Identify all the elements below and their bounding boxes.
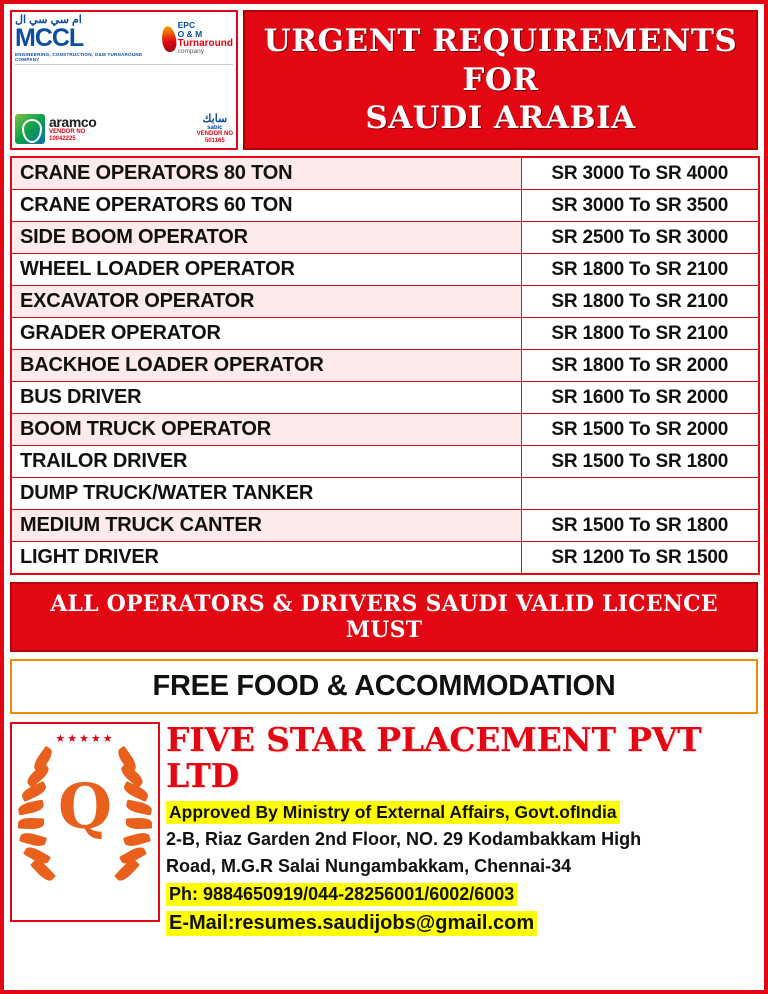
monogram-icon: Q	[57, 770, 112, 843]
food-banner: FREE FOOD & ACCOMMODATION	[10, 659, 758, 714]
table-row	[11, 254, 759, 286]
job-salary: SR 1800 To SR 2000	[521, 350, 759, 382]
table-row	[11, 222, 759, 254]
address-line-2: Road, M.G.R Salai Nungambakkam, Chennai-34	[166, 856, 572, 877]
job-title: CRANE OPERATORS 60 TON	[11, 190, 521, 222]
sabic-vendor-label: VENDOR NO	[196, 131, 233, 138]
sabic-wordmark: sabic	[207, 124, 223, 131]
table-row	[11, 510, 759, 542]
job-salary: SR 1500 To SR 1800	[521, 446, 759, 478]
agency-name: FIVE STAR PLACEMENT PVT LTD	[166, 720, 702, 796]
job-title: EXCAVATOR OPERATOR	[11, 286, 521, 318]
main-title	[243, 10, 758, 150]
job-title: BOOM TRUCK OPERATOR	[11, 414, 521, 446]
aramco-vendor-number: 10042225	[49, 136, 76, 143]
job-salary: SR 1600 To SR 2000	[521, 382, 759, 414]
table-row	[11, 318, 759, 350]
aramco-logo	[15, 114, 193, 144]
phone-number[interactable]: Ph: 9884650919/044-28256001/6002/6003	[166, 883, 517, 906]
vendor-logos	[15, 113, 233, 145]
epc-line3: Turnaround	[177, 37, 233, 49]
table-row	[11, 542, 759, 575]
job-title: WHEEL LOADER OPERATOR	[11, 254, 521, 286]
job-title: TRAILOR DRIVER	[11, 446, 521, 478]
epc-line1: EPC	[177, 19, 196, 30]
mccl-logo-top	[15, 15, 233, 65]
email-address[interactable]: E-Mail:resumes.saudijobs@gmail.com	[166, 911, 537, 936]
job-salary: SR 1800 To SR 2100	[521, 254, 759, 286]
mccl-wordmark-text: MCCL	[15, 24, 84, 52]
table-row	[11, 382, 759, 414]
table-row	[11, 286, 759, 318]
job-title: SIDE BOOM OPERATOR	[11, 222, 521, 254]
epc-logo	[162, 21, 233, 56]
job-salary: SR 3000 To SR 3500	[521, 190, 759, 222]
job-salary: SR 1800 To SR 2100	[521, 286, 759, 318]
job-title: BACKHOE LOADER OPERATOR	[11, 350, 521, 382]
five-star-logo	[10, 722, 160, 922]
job-title: MEDIUM TRUCK CANTER	[11, 510, 521, 542]
table-row	[11, 190, 759, 222]
job-title: LIGHT DRIVER	[11, 542, 521, 575]
job-salary: SR 1800 To SR 2100	[521, 318, 759, 350]
job-salary: SR 1200 To SR 1500	[521, 542, 759, 575]
epc-line4: company	[177, 48, 204, 56]
aramco-mark-icon	[15, 114, 45, 144]
sabic-logo	[197, 113, 233, 145]
licence-banner: ALL OPERATORS & DRIVERS SAUDI VALID LICENCE MUST	[10, 582, 758, 652]
table-row	[11, 414, 759, 446]
title-line-1: URGENT REQUIREMENTS FOR	[263, 22, 738, 98]
job-salary: SR 3000 To SR 4000	[521, 157, 759, 190]
mccl-logo	[15, 15, 162, 62]
agency-details	[166, 722, 758, 936]
aramco-wordmark: aramco	[49, 113, 97, 130]
title-line-2: SAUDI ARABIA	[365, 100, 636, 137]
job-salary: SR 1500 To SR 2000	[521, 414, 759, 446]
epc-text-block	[178, 21, 233, 56]
job-salary	[521, 478, 759, 510]
aramco-vendor-label: VENDOR NO	[49, 129, 86, 136]
aramco-text-block	[49, 115, 96, 143]
stars-icon: ★★★★★	[55, 733, 115, 745]
mccl-wordmark	[15, 26, 83, 51]
address-line-1: 2-B, Riaz Garden 2nd Floor, NO. 29 Kodambakkam High	[166, 828, 642, 849]
job-title: BUS DRIVER	[11, 382, 521, 414]
footer	[10, 722, 758, 936]
job-salary: SR 1500 To SR 1800	[521, 510, 759, 542]
job-title: CRANE OPERATORS 80 TON	[11, 157, 521, 190]
header	[10, 10, 758, 150]
table-row	[11, 446, 759, 478]
job-title: DUMP TRUCK/WATER TANKER	[11, 478, 521, 510]
mccl-tagline: ENGINEERING, CONSTRUCTION, O&M TURNAROUND COMPANY	[15, 52, 143, 62]
epc-line2: O & M	[177, 28, 203, 39]
sabic-arabic-text: سابك	[202, 112, 228, 125]
mccl-logo-box	[10, 10, 238, 150]
job-title: GRADER OPERATOR	[11, 318, 521, 350]
job-salary: SR 2500 To SR 3000	[521, 222, 759, 254]
mccl-arabic-text: ام سي سي ال	[15, 14, 82, 26]
jobs-table	[10, 156, 760, 575]
sabic-vendor-number: 501165	[204, 138, 225, 145]
table-row	[11, 478, 759, 510]
table-row	[11, 157, 759, 190]
approval-badge: Approved By Ministry of External Affairs, Govt.ofIndia	[166, 801, 620, 824]
table-row	[11, 350, 759, 382]
flame-icon	[160, 25, 177, 53]
